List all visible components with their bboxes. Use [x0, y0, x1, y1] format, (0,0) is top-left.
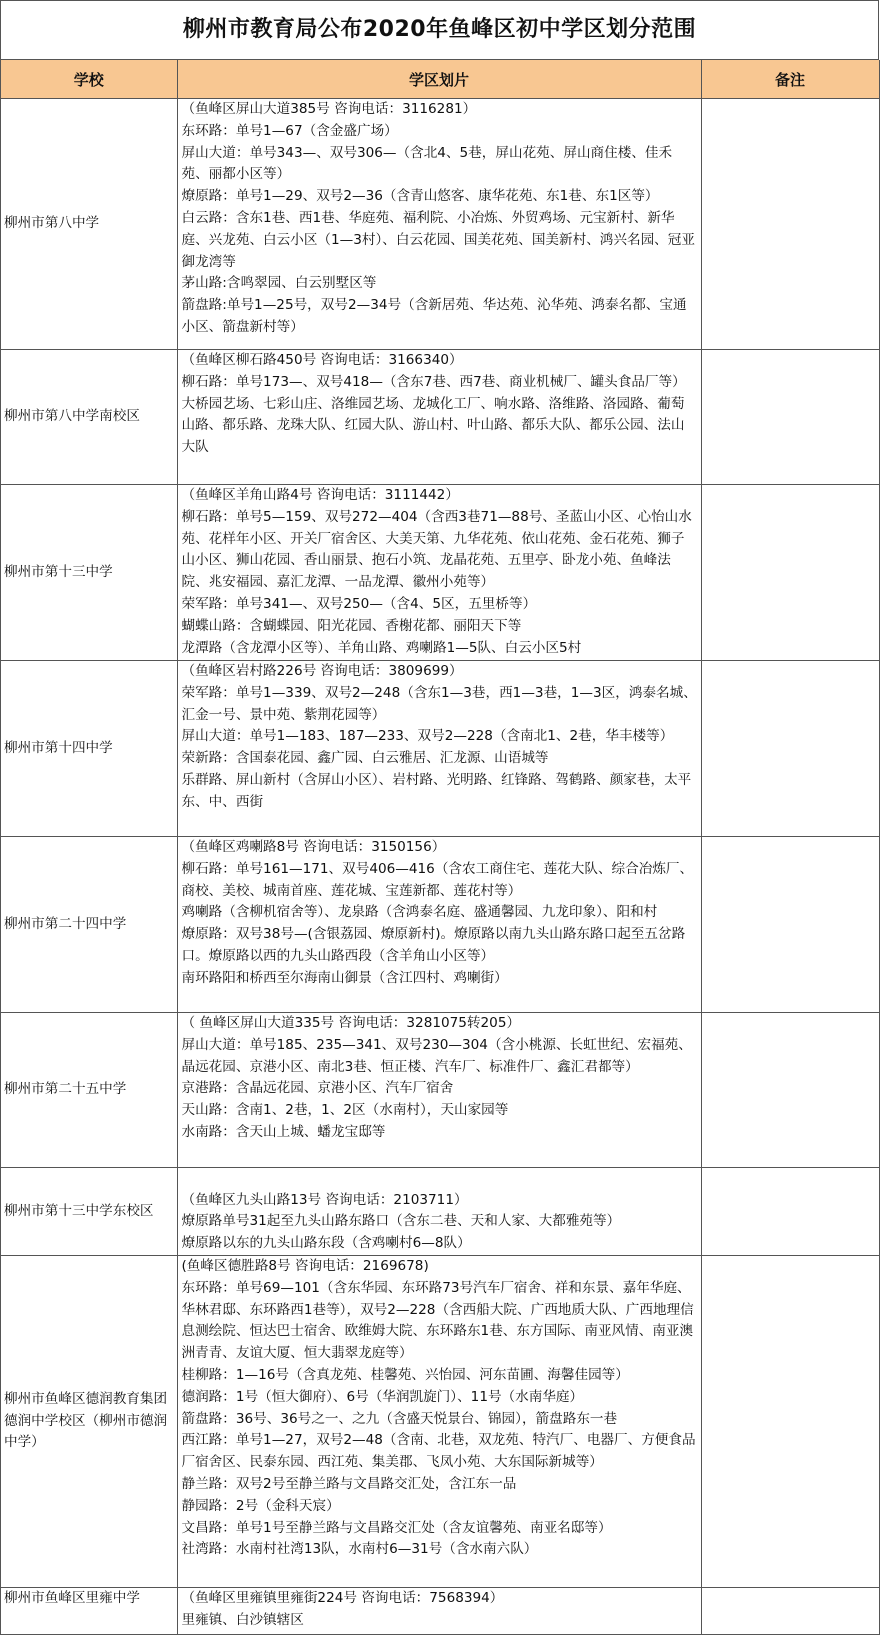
school-name: 柳州市第二十五中学 — [1, 1013, 177, 1168]
district-area — [177, 485, 701, 661]
header-area: 学区划片 — [177, 60, 701, 99]
area-line: （ 鱼峰区屏山大道335号 咨询电话：3281075转205） — [181, 1015, 521, 1031]
area-line: 文昌路：单号1号至静兰路与文昌路交汇处（含友谊馨苑、南亚名邸等） — [181, 1519, 612, 1536]
note-cell — [701, 485, 879, 661]
district-area — [177, 99, 701, 350]
table-row — [1, 1168, 879, 1256]
area-line: （鱼峰区屏山大道385号 咨询电话：3116281） — [181, 101, 477, 117]
area-line: 茅山路:含鸣翠园、白云别墅区等 — [181, 275, 377, 292]
area-line: 柳石路：单号173—、双号418—（含东7巷、西7巷、商业机械厂、罐头食品厂等） — [181, 373, 686, 390]
note-cell — [701, 837, 879, 1013]
note-cell — [701, 1256, 879, 1588]
note-cell — [701, 350, 879, 485]
school-name: 柳州市第八中学南校区 — [1, 350, 177, 485]
area-line: 箭盘路:单号1—25号，双号2—34号（含新居苑、华达苑、沁华苑、鸿泰名都、宝通小区、箭盘新村等） — [181, 297, 687, 335]
table-row — [1, 99, 879, 350]
school-name: 柳州市鱼峰区里雍中学 — [1, 1588, 177, 1635]
district-area — [177, 1256, 701, 1588]
header-note: 备注 — [701, 60, 879, 99]
area-line: 屏山大道：单号1—183、187—233、双号2—228（含南北1、2巷，华丰楼等） — [181, 728, 674, 745]
table-row — [1, 350, 879, 485]
school-name: 柳州市第十三中学 — [1, 485, 177, 661]
district-area — [177, 1168, 701, 1256]
area-line: 桂柳路：1—16号（含真龙苑、桂馨苑、兴怡园、河东苗圃、海馨佳园等） — [181, 1366, 629, 1383]
area-line: （鱼峰区九头山路13号 咨询电话：2103711） — [181, 1191, 468, 1208]
school-name: 柳州市第十三中学东校区 — [1, 1168, 177, 1256]
area-line: （鱼峰区里雍镇里雍街224号 咨询电话：7568394） — [181, 1590, 504, 1606]
district-area — [177, 837, 701, 1013]
area-line: 屏山大道：单号343—、双号306—（含北4、5巷，屏山花苑、屏山商住楼、佳禾苑、丽都小区等） — [181, 144, 673, 183]
area-line: 荣军路：单号1—339、双号2—248（含东1—3巷，西1—3巷，1—3区，鸿泰名城、汇金一号、景中苑、紫荆花园等） — [181, 684, 697, 723]
table-row — [1, 661, 879, 837]
area-line: 乐群路、屏山新村（含屏山小区）、岩村路、光明路、红锋路、驾鹤路、颜家巷，太平东、中、西街 — [181, 771, 692, 810]
area-line: 蝴蝶山路：含蝴蝶园、阳光花园、香榭花都、丽阳天下等 — [181, 617, 522, 634]
district-area — [177, 350, 701, 485]
area-line: （鱼峰区岩村路226号 咨询电话：3809699） — [181, 663, 463, 679]
area-line: （鱼峰区柳石路450号 咨询电话：3166340） — [181, 352, 463, 368]
area-line: 静园路：2号（金科天宸） — [181, 1497, 340, 1514]
area-line: 天山路：含南1、2巷，1、2区（水南村），天山家园等 — [181, 1102, 509, 1119]
area-line: 东环路：单号1—67（含金盛广场） — [181, 122, 398, 139]
area-line: 箭盘路：36号、36号之一、之九（含盛天悦景台、锦园），箭盘路东一巷 — [181, 1410, 618, 1427]
area-line: 燎原路单号31起至九头山路东路口（含东二巷、天和人家、大都雅苑等） — [181, 1213, 621, 1230]
district-area — [177, 661, 701, 837]
area-line: 荣军路：单号341—、双号250—（含4、5区，五里桥等） — [181, 595, 537, 612]
note-cell — [701, 99, 879, 350]
area-line: 鸡喇路（含柳机宿舍等）、龙泉路（含鸿泰名庭、盛通馨园、九龙印象）、阳和村 — [181, 904, 658, 921]
area-line: （鱼峰区羊角山路4号 咨询电话：3111442） — [181, 487, 459, 503]
school-name: 柳州市鱼峰区德润教育集团德润中学校区（柳州市德润中学） — [1, 1256, 177, 1588]
area-line: 水南路：含天山上城、蟠龙宝邸等 — [181, 1123, 386, 1140]
area-line: 南环路阳和桥西至尔海南山御景（含江四村、鸡喇街） — [181, 969, 508, 986]
district-area — [177, 1013, 701, 1168]
table-row — [1, 485, 879, 661]
district-area — [177, 1588, 701, 1635]
area-line: 京港路：含晶远花园、京港小区、汽车厂宿舍 — [181, 1080, 454, 1097]
area-line: 白云路：含东1巷、西1巷、华庭苑、福利院、小冶炼、外贸鸡场、元宝新村、新华庭、兴龙苑、白云小区（1—3村）、白云花园、国美花苑、国美新村、鸿兴名园、冠亚御龙湾等 — [181, 209, 695, 270]
area-line: 德润路：1号（恒大御府）、6号（华润凯旋门）、11号（水南华庭） — [181, 1388, 584, 1405]
school-name: 柳州市第十四中学 — [1, 661, 177, 837]
table-row — [1, 1588, 879, 1635]
area-line: 大桥园艺场、七彩山庄、洛维园艺场、龙城化工厂、响水路、洛维路、洛园路、葡萄山路、都乐路、龙珠大队、红园大队、游山村、叶山路、都乐大队、都乐公园、法山大队 — [181, 395, 685, 456]
note-cell — [701, 1168, 879, 1256]
table-row — [1, 1013, 879, 1168]
school-name: 柳州市第八中学 — [1, 99, 177, 350]
area-line: 柳石路：单号161—171、双号406—416（含农工商住宅、莲花大队、综合冶炼厂、商校、美校、城南首座、莲花城、宝莲新都、莲花村等） — [181, 860, 694, 899]
document-title: 柳州市教育局公布2020年鱼峰区初中学区划分范围 — [1, 1, 879, 60]
area-line: 燎原路以东的九头山路东段（含鸡喇村6—8队） — [181, 1235, 471, 1252]
school-name: 柳州市第二十四中学 — [1, 837, 177, 1013]
school-district-table — [1, 60, 880, 1635]
note-cell — [701, 1588, 879, 1635]
header-school: 学校 — [1, 60, 177, 99]
area-line: 柳石路：单号5—159、双号272—404（含西3巷71—88号、圣蓝山小区、心怡山水苑、花样年小区、开关厂宿舍区、大美天第、九华花苑、依山花苑、金石花苑、狮子山小区、狮山花园、香山丽景、抱石小筑、龙晶花苑、五里亭、卧龙小苑、鱼峰法院、兆安福园、嘉汇龙潭、一品龙潭、徽州小苑等） — [181, 508, 692, 591]
table-row — [1, 837, 879, 1013]
area-line: 东环路：单号69—101（含东华园、东环路73号汽车厂宿舍、祥和东景、嘉年华庭、华林君邸、东环路西1巷等），双号2—228（含西船大院、广西地质大队、广西地理信息测绘院、恒达巴士宿舍、欧维姆大院、东环路东1巷、东方国际、南亚风情、南亚澳洲青青、友谊大厦、恒大翡翠龙庭等） — [181, 1279, 694, 1362]
area-line: （鱼峰区鸡喇路8号 咨询电话：3150156） — [181, 839, 446, 855]
area-line: 静兰路：双号2号至静兰路与文昌路交汇处，含江东一品 — [181, 1475, 517, 1492]
area-line: 龙潭路（含龙潭小区等）、羊角山路、鸡喇路1—5队、白云小区5村 — [181, 639, 582, 656]
table-row — [1, 1256, 879, 1588]
area-line: 屏山大道：单号185、235—341、双号230—304（含小桃源、长虹世纪、宏福苑、晶远花园、京港小区、南北3巷、恒正楼、汽车厂、标准件厂、鑫汇君都等） — [181, 1036, 692, 1075]
table-header-row — [1, 60, 879, 99]
area-line: 社湾路：水南村社湾13队，水南村6—31号（含水南六队） — [181, 1541, 538, 1558]
note-cell — [701, 661, 879, 837]
area-line: (鱼峰区德胜路8号 咨询电话：2169678) — [181, 1258, 429, 1274]
area-line: 西江路：单号1—27，双号2—48（含南、北巷，双龙苑、特汽厂、电器厂、方便食品厂宿舍区、民泰东园、西江苑、集美郡、飞凤小苑、大东国际新城等） — [181, 1432, 696, 1471]
area-line: 里雍镇、白沙镇辖区 — [181, 1611, 304, 1628]
note-cell — [701, 1013, 879, 1168]
area-line: 燎原路：双号38号—(含银荔园、燎原新村)。燎原路以南九头山路东路口起至五岔路口。燎原路以西的九头山路西段（含羊角山小区等） — [181, 926, 686, 964]
area-line: 燎原路：单号1—29、双号2—36（含青山悠客、康华花苑、东1巷、东1区等） — [181, 188, 659, 205]
area-line: 荣新路：含国泰花园、鑫广园、白云雅居、汇龙源、山语城等 — [181, 750, 549, 767]
